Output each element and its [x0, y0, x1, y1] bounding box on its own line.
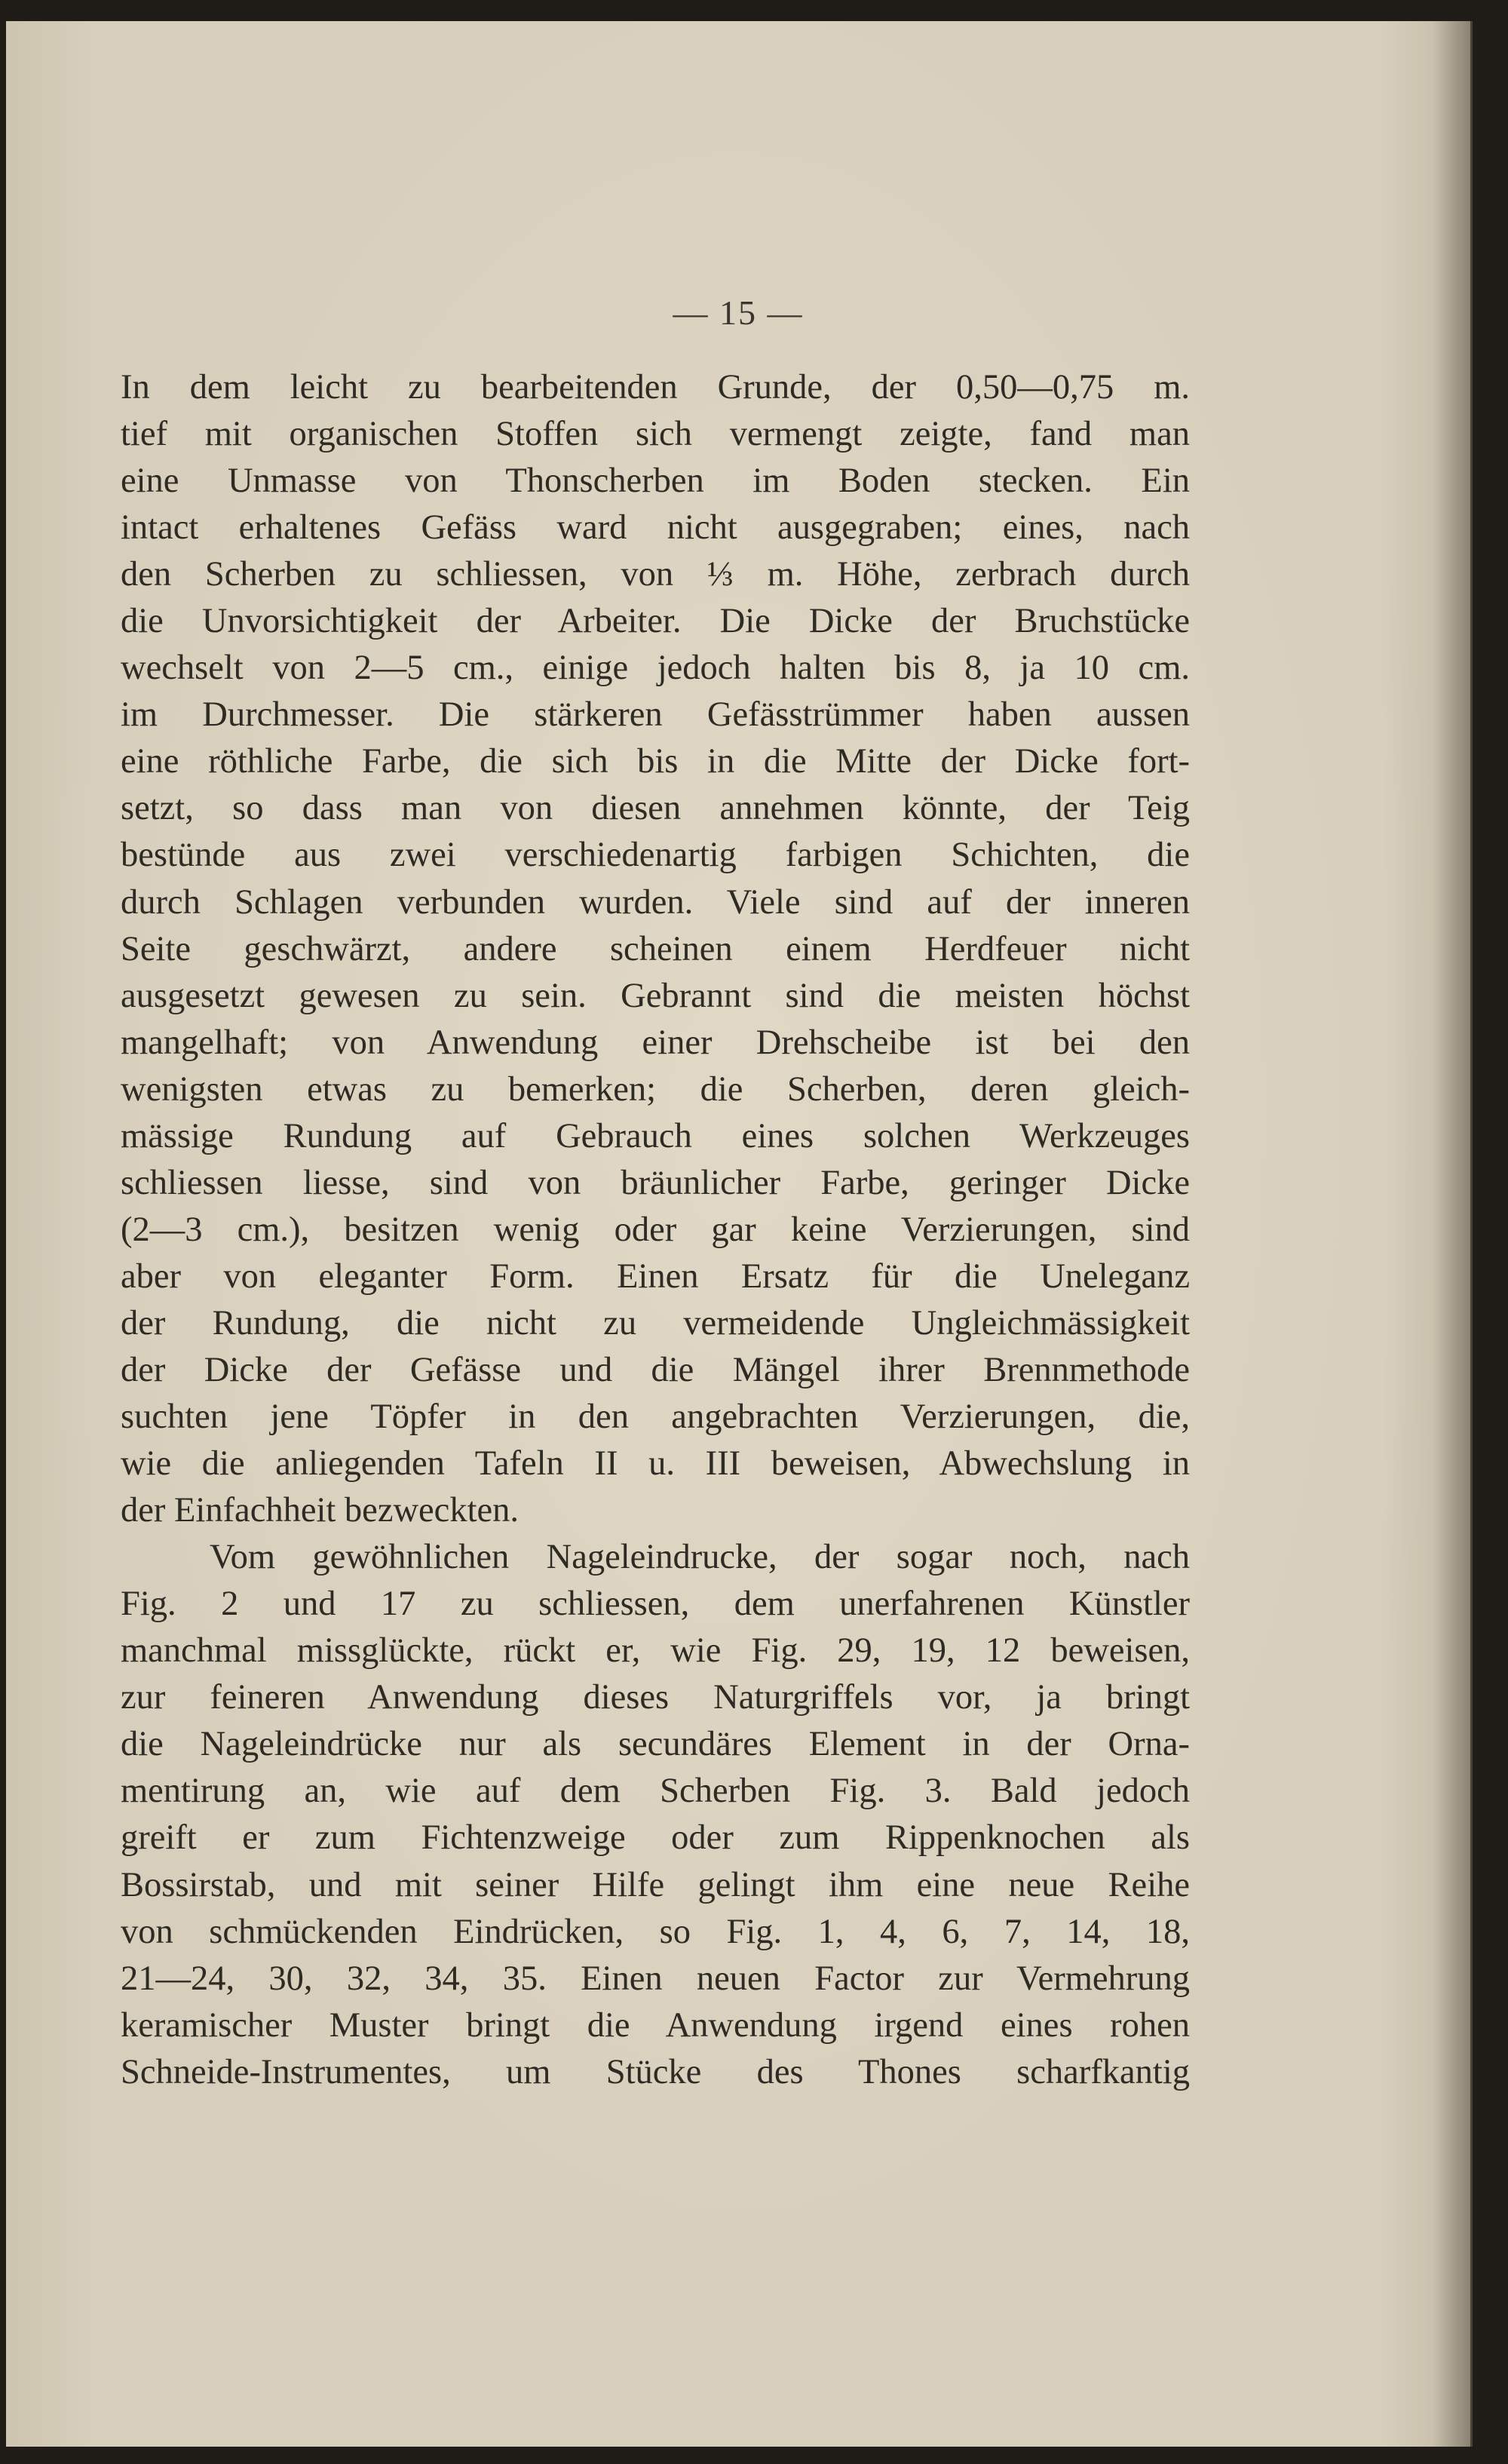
text-line: die Nageleindrücke nur als secundäres Element in der Orna- [121, 1725, 1190, 1764]
text-line: (2—3 cm.), besitzen wenig oder gar keine Verzierungen, sind [121, 1210, 1190, 1249]
text-line: Schneide-Instrumentes, um Stücke des Thones scharfkantig [121, 2052, 1190, 2091]
text-line: In dem leicht zu bearbeitenden Grunde, der 0,50—0,75 m. [121, 368, 1190, 407]
text-line: den Scherben zu schliessen, von ⅓ m. Höhe, zerbrach durch [121, 555, 1190, 594]
text-line: von schmückenden Eindrücken, so Fig. 1, 4, 6, 7, 14, 18, [121, 1912, 1190, 1951]
text-line: mässige Rundung auf Gebrauch eines solchen Werkzeuges [121, 1116, 1190, 1155]
text-line: im Durchmesser. Die stärkeren Gefässtrümmer haben aussen [121, 695, 1190, 735]
text-line-paragraph-start: Vom gewöhnlichen Nageleindrucke, der sogar noch, nach [210, 1538, 1190, 1577]
spine-shadow [1433, 21, 1470, 2447]
text-line: der Rundung, die nicht zu vermeidende Ungleichmässigkeit [121, 1303, 1190, 1342]
text-line: tief mit organischen Stoffen sich vermengt zeigte, fand man [121, 415, 1190, 454]
text-line: suchten jene Töpfer in den angebrachten Verzierungen, die, [121, 1398, 1190, 1437]
page-number: — 15 — [673, 293, 804, 332]
text-line: greift er zum Fichtenzweige oder zum Rippenknochen als [121, 1818, 1190, 1858]
text-line: setzt, so dass man von diesen annehmen könnte, der Teig [121, 789, 1190, 828]
text-line: bestünde aus zwei verschiedenartig farbigen Schichten, die [121, 836, 1190, 875]
body-text [121, 364, 1190, 2096]
text-line: der Dicke der Gefässe und die Mängel ihrer Brennmethode [121, 1350, 1190, 1389]
text-line: ausgesetzt gewesen zu sein. Gebrannt sind die meisten höchst [121, 976, 1190, 1015]
text-line: mangelhaft; von Anwendung einer Drehscheibe ist bei den [121, 1023, 1190, 1062]
text-line: Bossirstab, und mit seiner Hilfe gelingt ihm eine neue Reihe [121, 1865, 1190, 1904]
text-line: aber von eleganter Form. Einen Ersatz für die Uneleganz [121, 1257, 1190, 1296]
text-line: eine röthliche Farbe, die sich bis in die Mitte der Dicke fort- [121, 742, 1190, 781]
page-sheet [6, 21, 1473, 2447]
text-line: mentirung an, wie auf dem Scherben Fig. 3. Bald jedoch [121, 1772, 1190, 1811]
text-line-paragraph-end: der Einfachheit bezweckten. [121, 1491, 520, 1530]
text-line: wechselt von 2—5 cm., einige jedoch halten bis 8, ja 10 cm. [121, 649, 1190, 688]
text-line: zur feineren Anwendung dieses Naturgriffels vor, ja bringt [121, 1678, 1190, 1717]
text-line: durch Schlagen verbunden wurden. Viele sind auf der inneren [121, 882, 1190, 922]
text-line: die Unvorsichtigkeit der Arbeiter. Die Dicke der Bruchstücke [121, 602, 1190, 641]
text-line: 21—24, 30, 32, 34, 35. Einen neuen Factor zur Vermehrung [121, 1959, 1190, 1998]
text-line: intact erhaltenes Gefäss ward nicht ausgegraben; eines, nach [121, 508, 1190, 548]
text-line: eine Unmasse von Thonscherben im Boden stecken. Ein [121, 462, 1190, 501]
text-line: Seite geschwärzt, andere scheinen einem Herdfeuer nicht [121, 929, 1190, 968]
text-line: Fig. 2 und 17 zu schliessen, dem unerfahrenen Künstler [121, 1585, 1190, 1624]
text-line: wenigsten etwas zu bemerken; die Scherben, deren gleich- [121, 1069, 1190, 1109]
text-line: keramischer Muster bringt die Anwendung irgend eines rohen [121, 2005, 1190, 2045]
text-line: manchmal missglückte, rückt er, wie Fig. 29, 19, 12 beweisen, [121, 1631, 1190, 1671]
text-line: wie die anliegenden Tafeln II u. III beweisen, Abwechslung in [121, 1444, 1190, 1484]
text-line: schliessen liesse, sind von bräunlicher Farbe, geringer Dicke [121, 1163, 1190, 1202]
